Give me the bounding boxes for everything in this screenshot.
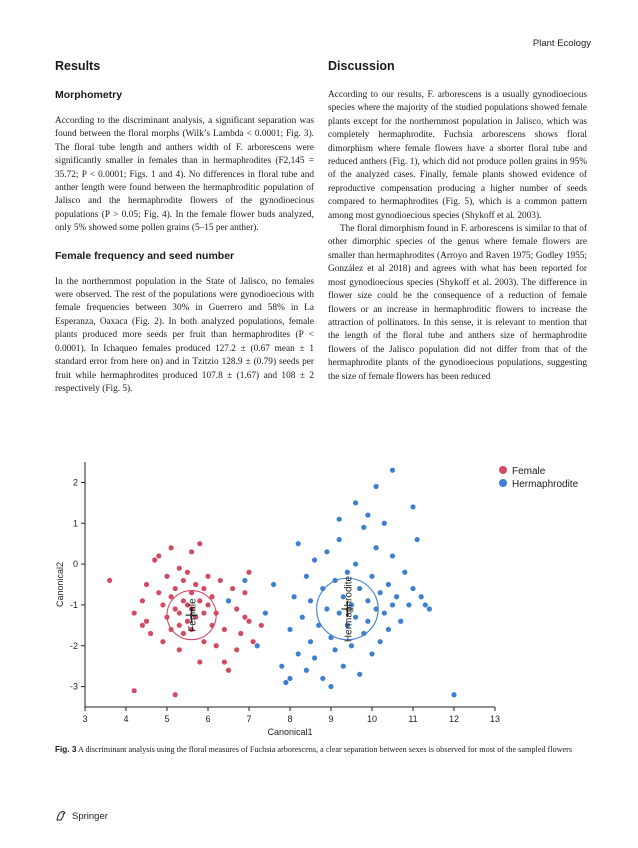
female-frequency-heading: Female frequency and seed number (55, 249, 235, 262)
legend-marker-hermaphrodite (499, 479, 507, 487)
centroid-label: Hermaphrodite (343, 575, 355, 643)
data-point-hermaphrodite (357, 672, 362, 677)
data-point-female (160, 639, 165, 644)
data-point-female (242, 590, 247, 595)
data-point-hermaphrodite (353, 500, 358, 505)
data-point-hermaphrodite (287, 627, 292, 632)
y-tick-label: 0 (72, 559, 78, 570)
data-point-female (140, 598, 145, 603)
data-point-female (259, 623, 264, 628)
data-point-hermaphrodite (255, 643, 260, 648)
legend-label-hermaphrodite: Hermaphrodite (512, 479, 579, 490)
data-point-hermaphrodite (337, 610, 342, 615)
data-point-hermaphrodite (312, 655, 317, 660)
data-point-hermaphrodite (345, 570, 350, 575)
data-point-female (197, 541, 202, 546)
data-point-female (148, 631, 153, 636)
data-point-hermaphrodite (337, 517, 342, 522)
data-point-female (222, 659, 227, 664)
y-tick-label: 2 (72, 477, 78, 488)
discussion-heading: Discussion (328, 59, 395, 73)
data-point-female (197, 659, 202, 664)
morphometry-heading: Morphometry (55, 89, 123, 101)
data-point-hermaphrodite (304, 668, 309, 673)
data-point-hermaphrodite (378, 590, 383, 595)
data-point-female (193, 582, 198, 587)
data-point-hermaphrodite (410, 504, 415, 509)
data-point-hermaphrodite (242, 578, 247, 583)
data-point-hermaphrodite (308, 639, 313, 644)
data-point-female (181, 598, 186, 603)
legend-label-female: Female (512, 466, 546, 477)
data-point-hermaphrodite (390, 553, 395, 558)
results-column (55, 55, 314, 396)
data-point-female (234, 606, 239, 611)
data-point-hermaphrodite (382, 610, 387, 615)
data-point-hermaphrodite (333, 647, 338, 652)
publisher-name: Springer (72, 810, 108, 822)
data-point-hermaphrodite (328, 684, 333, 689)
figure-3 (55, 452, 583, 737)
data-point-hermaphrodite (361, 525, 366, 530)
data-point-female (238, 631, 243, 636)
x-tick-label: 12 (448, 714, 460, 724)
data-point-hermaphrodite (386, 582, 391, 587)
y-tick-label: -3 (69, 681, 78, 692)
y-tick-label: 1 (72, 518, 78, 529)
data-point-female (205, 574, 210, 579)
data-point-female (201, 610, 206, 615)
footer (55, 810, 108, 822)
y-tick-label: -1 (69, 599, 78, 610)
data-point-female (177, 610, 182, 615)
data-point-hermaphrodite (296, 651, 301, 656)
data-point-hermaphrodite (369, 651, 374, 656)
data-point-female (173, 606, 178, 611)
data-point-female (132, 610, 137, 615)
x-tick-label: 4 (123, 714, 129, 724)
data-point-hermaphrodite (357, 586, 362, 591)
data-point-female (132, 688, 137, 693)
x-tick-label: 9 (328, 714, 334, 724)
data-point-female (251, 639, 256, 644)
data-point-hermaphrodite (374, 545, 379, 550)
data-point-female (156, 590, 161, 595)
data-point-hermaphrodite (423, 602, 428, 607)
data-point-hermaphrodite (263, 610, 268, 615)
x-tick-label: 11 (408, 714, 418, 724)
data-point-female (246, 619, 251, 624)
data-point-female (144, 619, 149, 624)
data-point-hermaphrodite (382, 521, 387, 526)
data-point-hermaphrodite (398, 619, 403, 624)
data-point-hermaphrodite (287, 676, 292, 681)
data-point-hermaphrodite (341, 664, 346, 669)
data-point-female (226, 668, 231, 673)
data-point-female (201, 586, 206, 591)
data-point-hermaphrodite (324, 549, 329, 554)
data-point-female (222, 627, 227, 632)
x-tick-label: 7 (246, 714, 252, 724)
data-point-hermaphrodite (283, 680, 288, 685)
data-point-female (173, 692, 178, 697)
x-tick-label: 6 (205, 714, 211, 724)
data-point-hermaphrodite (349, 643, 354, 648)
data-point-hermaphrodite (300, 615, 305, 620)
data-point-female (152, 557, 157, 562)
data-point-hermaphrodite (320, 676, 325, 681)
results-heading: Results (55, 59, 101, 73)
data-point-female (164, 574, 169, 579)
data-point-female (246, 570, 251, 575)
data-point-female (177, 647, 182, 652)
data-point-hermaphrodite (415, 537, 420, 542)
y-axis-label: Canonical2 (55, 561, 65, 608)
data-point-female (173, 586, 178, 591)
y-tick-label: -2 (69, 640, 78, 651)
data-point-hermaphrodite (386, 627, 391, 632)
data-point-hermaphrodite (394, 594, 399, 599)
x-tick-label: 5 (164, 714, 170, 724)
data-point-female (144, 582, 149, 587)
x-tick-label: 13 (489, 714, 501, 724)
data-point-female (214, 643, 219, 648)
morphometry-paragraph: According to the discriminant analysis, a significant separation was found between the floral morphs (Wilk’s Lambda < 0.0001; Fig. 3). The floral tube length and anthers width of F. arborescens were significantly smaller in females than in hermaphrodites (F2,145 = 35.72; P < 0.0001; Figs. 1 and 4). No differences in floral tube and anther length were found between the hermaphroditic population of Jalisco and the hermaphrodite flowers of the gynodioecious populations (P > 0.05; Fig. 4). In the female flower buds analyzed, only 5% showed some pollen grains (5–15 per anther). (55, 116, 314, 234)
data-point-hermaphrodite (296, 541, 301, 546)
data-point-hermaphrodite (451, 692, 456, 697)
data-point-female (201, 639, 206, 644)
data-point-female (185, 570, 190, 575)
x-tick-label: 10 (366, 714, 378, 724)
figure-caption (55, 744, 583, 756)
data-point-hermaphrodite (308, 598, 313, 603)
centroid-label: Female (187, 598, 199, 632)
data-point-hermaphrodite (410, 586, 415, 591)
data-point-hermaphrodite (365, 619, 370, 624)
discussion-paragraph-2: The floral dimorphism found in F. arborescens is similar to that of other dimorphic species of the genus where female flowers are smaller than hermaphrodites (Arroyo and Raven 1975; Godley 1955; González et al 2018) and agrees with what has been reported for most gynodioecious species (Shykoff et al. 2003). The difference in flower size could be the consequence of a reduction of female flowers or an increase in hermaphroditic flowers to increase the attraction of pollinators. In this sense, it is relevant to mention that the length of the floral tube and anthers size of hermaphrodite flowers of the Jalisco population did not differ from that of the hermaphrodite plants of the gynodioecious populations, suggesting the size of female flowers has been reduced (328, 224, 587, 382)
data-point-female (160, 602, 165, 607)
data-point-female (169, 545, 174, 550)
data-point-hermaphrodite (374, 484, 379, 489)
data-point-female (189, 549, 194, 554)
discussion-column (328, 55, 587, 384)
data-point-hermaphrodite (390, 602, 395, 607)
data-point-female (156, 553, 161, 558)
data-point-female (242, 615, 247, 620)
data-point-female (181, 578, 186, 583)
data-point-hermaphrodite (292, 594, 297, 599)
data-point-hermaphrodite (271, 582, 276, 587)
legend-marker-female (499, 466, 507, 474)
scatter-chart (55, 452, 583, 737)
data-point-hermaphrodite (312, 557, 317, 562)
data-point-female (177, 566, 182, 571)
data-point-hermaphrodite (226, 598, 231, 603)
data-point-female (107, 578, 112, 583)
data-point-hermaphrodite (378, 639, 383, 644)
data-point-hermaphrodite (390, 468, 395, 473)
data-point-hermaphrodite (365, 512, 370, 517)
data-point-hermaphrodite (427, 606, 432, 611)
x-tick-label: 3 (82, 714, 88, 724)
data-point-hermaphrodite (365, 598, 370, 603)
female-frequency-paragraph: In the northernmost population in the State of Jalisco, no females were observed. The rest of the populations were gynodioecious with female frequencies between 30% in Guerrero and 58% in La Esperanza, Oaxaca (Fig. 2). In both analyzed populations, female plants produced more seeds per fruit than hermaphrodites (P < 0.0001). In Ichaqueo females produced 127.2 ± (0.67 mean ± 1 standard error from here on) and in Tzitzio 128.9 ± (0.79) seeds per fruit while hermaphrodites produced 107.8 ± (1.67) and 108 ± 2 respectively (Fig. 5). (55, 276, 314, 394)
data-point-female (234, 647, 239, 652)
data-point-female (140, 623, 145, 628)
data-point-hermaphrodite (419, 594, 424, 599)
data-point-hermaphrodite (279, 664, 284, 669)
data-point-female (230, 586, 235, 591)
data-point-female (218, 578, 223, 583)
data-point-hermaphrodite (406, 602, 411, 607)
data-point-hermaphrodite (324, 606, 329, 611)
data-point-hermaphrodite (304, 574, 309, 579)
data-point-hermaphrodite (337, 537, 342, 542)
journal-name: Plant Ecology (532, 38, 591, 49)
caption-text: A discriminant analysis using the floral measures of Fuchsia arborescens, a clear separation between sexes is observed for most of the sampled flowers (78, 745, 573, 754)
data-point-female (181, 631, 186, 636)
data-point-female (177, 623, 182, 628)
data-point-hermaphrodite (402, 570, 407, 575)
discussion-paragraph-1: According to our results, F. arborescens is a usually gynodioecious species where the majority of the studied populations showed female plants except for the northernmost population in Jalisco, which was completely hermaphrodite. Fuchsia arborescens shows floral dimorphism where female flowers have a shorter floral tube and reduced anthers (Fig. 1), which did not produce pollen grains in 95% of the analyzed cases. Finally, female plants showed evidence of reproductive compensation producing a higher number of seeds compared to hermaphrodites (Fig. 5), which is a common pattern among most gynodioecious species (Shykoff et al. 2003). (328, 90, 587, 221)
springer-horse-icon (55, 810, 67, 822)
data-point-female (205, 602, 210, 607)
data-point-hermaphrodite (353, 561, 358, 566)
caption-label: Fig. 3 (55, 745, 77, 754)
x-tick-label: 8 (287, 714, 293, 724)
data-point-hermaphrodite (369, 574, 374, 579)
x-axis-label: Canonical1 (267, 727, 313, 737)
